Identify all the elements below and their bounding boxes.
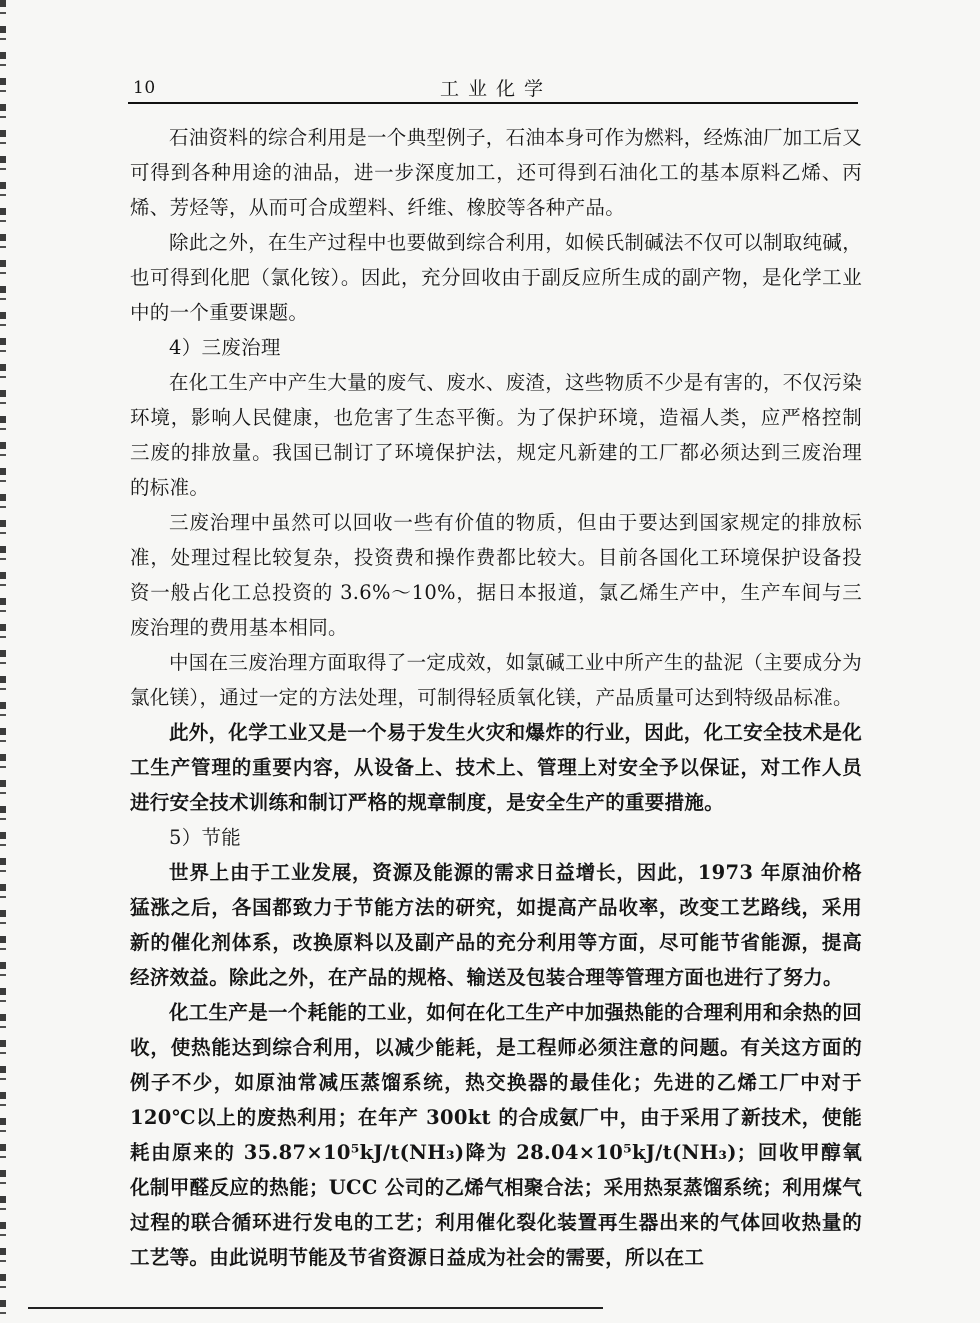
paragraph: 中国在三废治理方面取得了一定成效，如氯碱工业中所产生的盐泥（主要成分为氯化镁），通过一定的方法处理，可制得轻质氧化镁，产品质量可达到特级品标准。 [130,651,863,709]
paragraph: 三废治理中虽然可以回收一些有价值的物质，但由于要达到国家规定的排放标准，处理过程比较复杂，投资费和操作费都比较大。目前各国化工环境保护设备投资一般占化工总投资的 3.6%～10%，据日本报道，氯乙烯生产中，生产车间与三废治理的费用基本相同。 [130,511,862,639]
section-heading: 5）节能 [169,826,242,849]
paragraph: 石油资料的综合利用是一个典型例子，石油本身可作为燃料，经炼油厂加工后又可得到各种用途的油品，进一步深度加工，还可得到石油化工的基本原料乙烯、丙烯、芳烃等，从而可合成塑料、纤维、橡胶等各种产品。 [130,126,863,219]
paragraph: 除此之外，在生产过程中也要做到综合利用，如候氏制碱法不仅可以制取纯碱，也可得到化肥（氯化铵）。因此，充分回收由于副反应所生成的副产物，是化学工业中的一个重要课题。 [130,231,863,324]
scan-edge-artifact [0,0,6,1323]
header-rule [128,102,858,104]
body-text [130,120,862,1275]
paragraph: 在化工生产中产生大量的废气、废水、废渣，这些物质不少是有害的，不仅污染环境，影响人民健康，也危害了生态平衡。为了保护环境，造福人类，应严格控制三废的排放量。我国已制订了环境保护法，规定凡新建的工厂都必须达到三废治理的标准。 [130,371,863,499]
page-number: 10 [133,78,156,98]
running-title: 工业化学 [440,78,553,100]
bottom-rule [28,1307,603,1309]
paragraph: 化工生产是一个耗能的工业，如何在化工生产中加强热能的合理利用和余热的回收，使热能达到综合利用，以减少能耗，是工程师必须注意的问题。有关这方面的例子不少，如原油常减压蒸馏系统，热交换器的最佳化；先进的乙烯工厂中对于 120℃以上的废热利用；在年产 300kt 的合成氨厂中，由于采用了新技术，使能耗由原来的 35.87×10⁵kJ/t(NH₃)降为 28.04×10⁵kJ/t(NH₃)；回收甲醇氧化制甲醛反应的热能；UCC 公司的乙烯气相聚合法；采用热泵蒸馏系统；利用煤气过程的联合循环进行发电的工艺；利用催化裂化装置再生器出来的气体回收热量的工艺等。由此说明节能及节省资源日益成为社会的需要，所以在工 [130,1001,863,1269]
paragraph: 此外，化学工业又是一个易于发生火灾和爆炸的行业，因此，化工安全技术是化工生产管理的重要内容，从设备上、技术上、管理上对安全予以保证，对工作人员进行安全技术训练和制订严格的规章制度，是安全生产的重要措施。 [130,721,863,814]
section-heading: 4）三废治理 [169,336,281,359]
paragraph: 世界上由于工业发展，资源及能源的需求日益增长，因此，1973 年原油价格猛涨之后，各国都致力于节能方法的研究，如提高产品收率，改变工艺路线，采用新的催化剂体系，改换原料以及副产品的充分利用等方面，尽可能节省能源，提高经济效益。除此之外，在产品的规格、输送及包装合理等管理方面也进行了努力。 [130,861,862,989]
